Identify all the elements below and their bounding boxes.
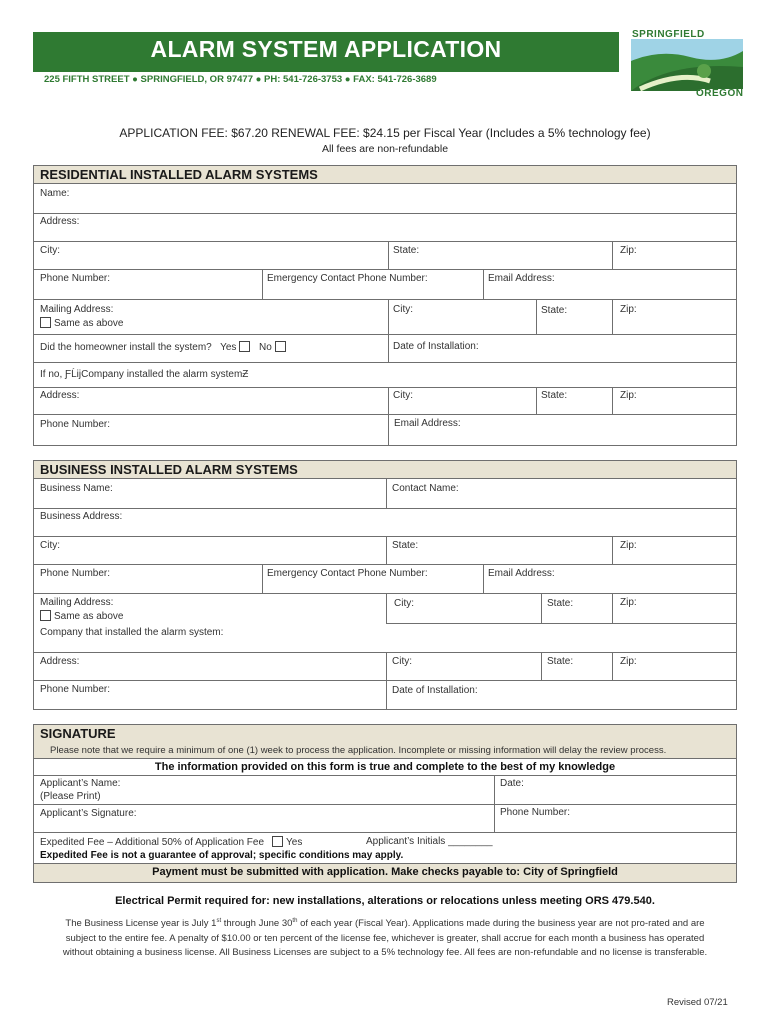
- revision-date: Revised 07/21: [667, 997, 728, 1008]
- res-email-label: Email Address:: [488, 273, 555, 284]
- homeowner-yes-checkbox[interactable]: [239, 341, 250, 352]
- office-address: 225 FIFTH STREET ● SPRINGFIELD, OR 97477 ● PH: 541-726-3753 ● FAX: 541-726-3689: [44, 74, 437, 85]
- res-co-address-label: Address:: [40, 390, 80, 401]
- res-co-email-label: Email Address:: [394, 418, 461, 429]
- certification-statement: The information provided on this form is true and complete to the best of my knowledge: [154, 761, 616, 773]
- res-city-label: City:: [40, 245, 60, 256]
- applicant-initials-label: Applicant’s Initials ________: [366, 836, 493, 847]
- biz-co-city-label: City:: [392, 656, 412, 667]
- biz-emergency-phone-label: Emergency Contact Phone Number:: [267, 568, 428, 579]
- homeowner-yes-label: Yes: [220, 342, 237, 353]
- payment-instructions: Payment must be submitted with application. Make checks payable to: City of Springfield: [152, 866, 618, 878]
- biz-co-phone-label: Phone Number:: [40, 684, 111, 695]
- biz-email-label: Email Address:: [488, 568, 555, 579]
- expedited-yes-label: Yes: [286, 837, 303, 848]
- logo-text-springfield: SPRINGFIELD: [632, 29, 705, 40]
- electrical-permit-note: Electrical Permit required for: new installations, alterations or relocations unless meeting ORS 479.540.: [115, 895, 655, 907]
- res-if-no-label: If no, ƑĹĳCompany installed the alarm systemƵ: [40, 369, 249, 380]
- res-state-label: State:: [393, 245, 420, 256]
- biz-mail-zip-label: Zip:: [620, 597, 637, 608]
- business-title: BUSINESS INSTALLED ALARM SYSTEMS: [40, 462, 298, 477]
- res-same-as-above-checkbox[interactable]: [40, 317, 51, 328]
- res-emergency-phone-label: Emergency Contact Phone Number:: [267, 273, 428, 284]
- res-address-label: Address:: [40, 216, 80, 227]
- biz-state-label: State:: [392, 540, 419, 551]
- biz-same-as-above-checkbox[interactable]: [40, 610, 51, 621]
- homeowner-no-checkbox[interactable]: [275, 341, 286, 352]
- license-sup-st: st: [216, 918, 222, 924]
- homeowner-no-label: No: [258, 342, 272, 353]
- res-phone-label: Phone Number:: [40, 273, 111, 284]
- license-text-line-2: subject to the entire fee. A penalty of $10.00 or ten percent of the license fee, whichever is greater, shall accrue for each month a business has operated: [65, 933, 705, 944]
- res-install-date-label: Date of Installation:: [393, 341, 479, 352]
- biz-address-label: Business Address:: [40, 511, 123, 522]
- biz-co-zip-label: Zip:: [620, 656, 637, 667]
- biz-contact-label: Contact Name:: [392, 483, 459, 494]
- expedited-disclaimer: Expedited Fee is not a guarantee of approval; specific conditions may apply.: [40, 850, 404, 861]
- processing-note: Please note that we require a minimum of one (1) week to process the application. Incomplete or missing information will delay the review process.: [50, 745, 667, 756]
- sig-phone-label: Phone Number:: [500, 807, 571, 818]
- springfield-oregon-logo: [630, 31, 744, 99]
- sig-date-label: Date:: [500, 778, 524, 789]
- please-print-label: (Please Print): [40, 791, 101, 802]
- biz-install-date-label: Date of Installation:: [392, 685, 478, 696]
- biz-company-label: Company that installed the alarm system:: [40, 627, 224, 638]
- license-line1-part-a: The Business License year is July 1: [65, 918, 217, 930]
- biz-zip-label: Zip:: [620, 540, 637, 551]
- biz-mail-state-label: State:: [547, 598, 574, 609]
- biz-co-address-label: Address:: [40, 656, 80, 667]
- res-co-phone-label: Phone Number:: [40, 419, 111, 430]
- biz-same-as-above-label: Same as above: [54, 611, 124, 622]
- res-mail-city-label: City:: [393, 304, 413, 315]
- res-zip-label: Zip:: [620, 245, 637, 256]
- business-section: [33, 460, 737, 710]
- expedited-yes-checkbox[interactable]: [272, 836, 283, 847]
- license-text-line-3: without obtaining a business license. All Business Licenses are subject to a 5% technology fee. All fees are non-refundable and no license is transferable.: [62, 947, 708, 958]
- biz-same-as-above[interactable]: [37, 610, 124, 622]
- res-co-state-label: State:: [541, 390, 568, 401]
- res-co-zip-label: Zip:: [620, 390, 637, 401]
- biz-name-label: Business Name:: [40, 483, 113, 494]
- res-same-as-above[interactable]: [37, 317, 124, 329]
- res-name-label: Name:: [40, 188, 70, 199]
- expedited-fee-label: Expedited Fee – Additional 50% of Application Fee: [40, 837, 265, 848]
- res-mailing-label: Mailing Address:: [40, 304, 114, 315]
- res-mail-zip-label: Zip:: [620, 304, 637, 315]
- expedited-fee-row: [40, 836, 302, 848]
- residential-title: RESIDENTIAL INSTALLED ALARM SYSTEMS: [40, 167, 318, 182]
- res-address-field[interactable]: [34, 213, 736, 241]
- homeowner-question-text: Did the homeowner install the system?: [40, 342, 212, 353]
- license-text-line-1: [0, 918, 770, 929]
- logo-text-oregon: OREGON: [696, 88, 744, 99]
- res-mail-state-label: State:: [541, 305, 568, 316]
- license-line1-part-b: through June 30: [221, 918, 293, 930]
- form-title: ALARM SYSTEM APPLICATION: [150, 36, 502, 62]
- applicant-signature-label: Applicant’s Signature:: [40, 808, 137, 819]
- homeowner-install-question: [40, 341, 289, 353]
- res-same-as-above-label: Same as above: [54, 318, 124, 329]
- biz-mail-city-label: City:: [394, 598, 414, 609]
- fee-line: APPLICATION FEE: $67.20 RENEWAL FEE: $24.15 per Fiscal Year (Includes a 5% technology fee): [119, 126, 651, 140]
- signature-title: SIGNATURE: [40, 726, 116, 741]
- license-sup-th: th: [292, 918, 298, 924]
- res-name-field[interactable]: [34, 184, 736, 213]
- res-co-city-label: City:: [393, 390, 413, 401]
- license-line1-part-c: of each year (Fiscal Year). Applications made during the business year are not pro-rated and are: [297, 918, 705, 930]
- biz-mailing-label: Mailing Address:: [40, 597, 114, 608]
- applicant-name-label: Applicant’s Name:: [40, 778, 121, 789]
- non-refundable-note: All fees are non-refundable: [321, 143, 449, 155]
- biz-co-state-label: State:: [547, 656, 574, 667]
- biz-phone-label: Phone Number:: [40, 568, 111, 579]
- biz-city-label: City:: [40, 540, 60, 551]
